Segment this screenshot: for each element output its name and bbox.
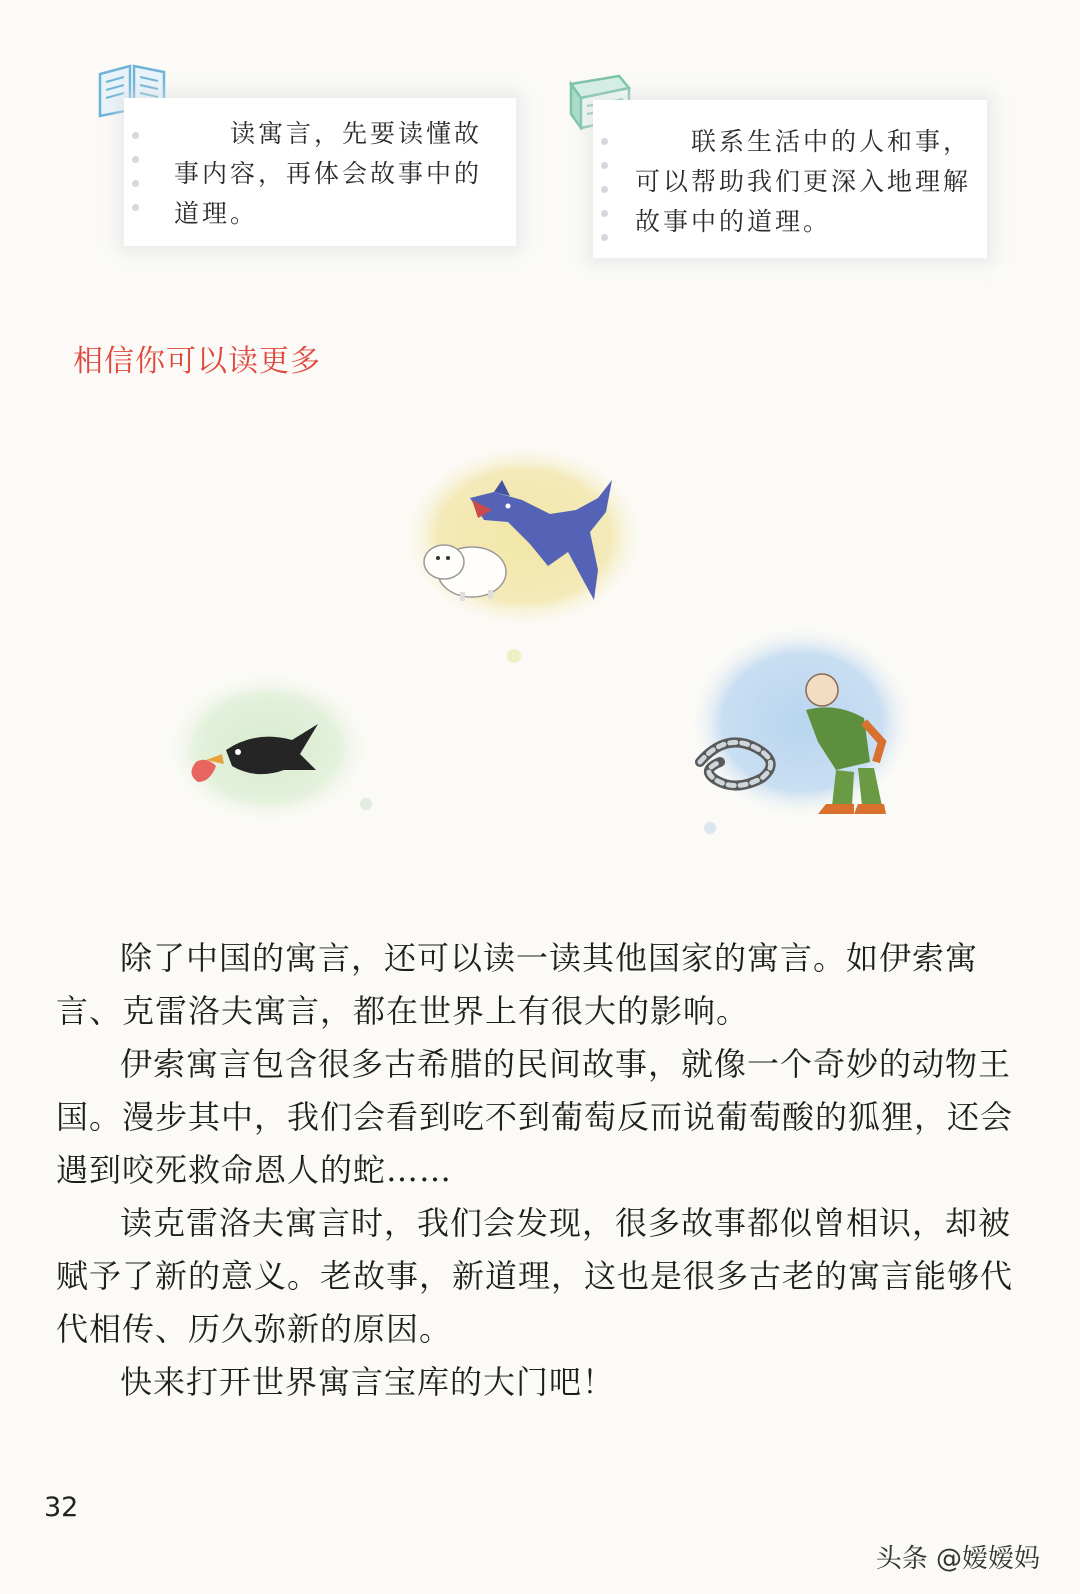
tip-card-1 bbox=[124, 98, 516, 246]
paragraph: 快来打开世界寓言宝库的大门吧！ bbox=[120, 1363, 616, 1401]
paragraph: 读克雷洛夫寓言时，我们会发现，很多故事都似曾相识，却被赋予了新的意义。老故事，新道理，这也是很多古老的寓言能够代代相传、历久弥新的原因。 bbox=[56, 1204, 1014, 1348]
crow-illustration bbox=[166, 670, 386, 830]
section-heading: 相信你可以读更多 bbox=[73, 344, 321, 379]
tip-card-2-text: 联系生活中的人和事， 可以帮助我们更深入地理解 故事中的道理。 bbox=[635, 127, 972, 236]
wolf-and-sheep-illustration bbox=[398, 440, 658, 670]
page-number: 32 bbox=[44, 1492, 79, 1523]
paragraph: 除了中国的寓言，还可以读一读其他国家的寓言。如伊索寓言、克雷洛夫寓言，都在世界上有很大的影响。 bbox=[56, 939, 979, 1030]
tip-card-1-text: 读寓言，先要读懂故 事内容，再体会故事中的 道理。 bbox=[174, 119, 483, 228]
main-body bbox=[56, 932, 1016, 1409]
watermark: 头条 @嫒嫒妈 bbox=[875, 1544, 1040, 1574]
paragraph: 伊索寓言包含很多古希腊的民间故事，就像一个奇妙的动物王国。漫步其中，我们会看到吃不到葡萄反而说葡萄酸的狐狸，还会遇到咬死救命恩人的蛇…… bbox=[56, 1045, 1014, 1189]
farmer-and-snake-illustration bbox=[686, 622, 926, 842]
tip-card-2 bbox=[593, 100, 987, 258]
